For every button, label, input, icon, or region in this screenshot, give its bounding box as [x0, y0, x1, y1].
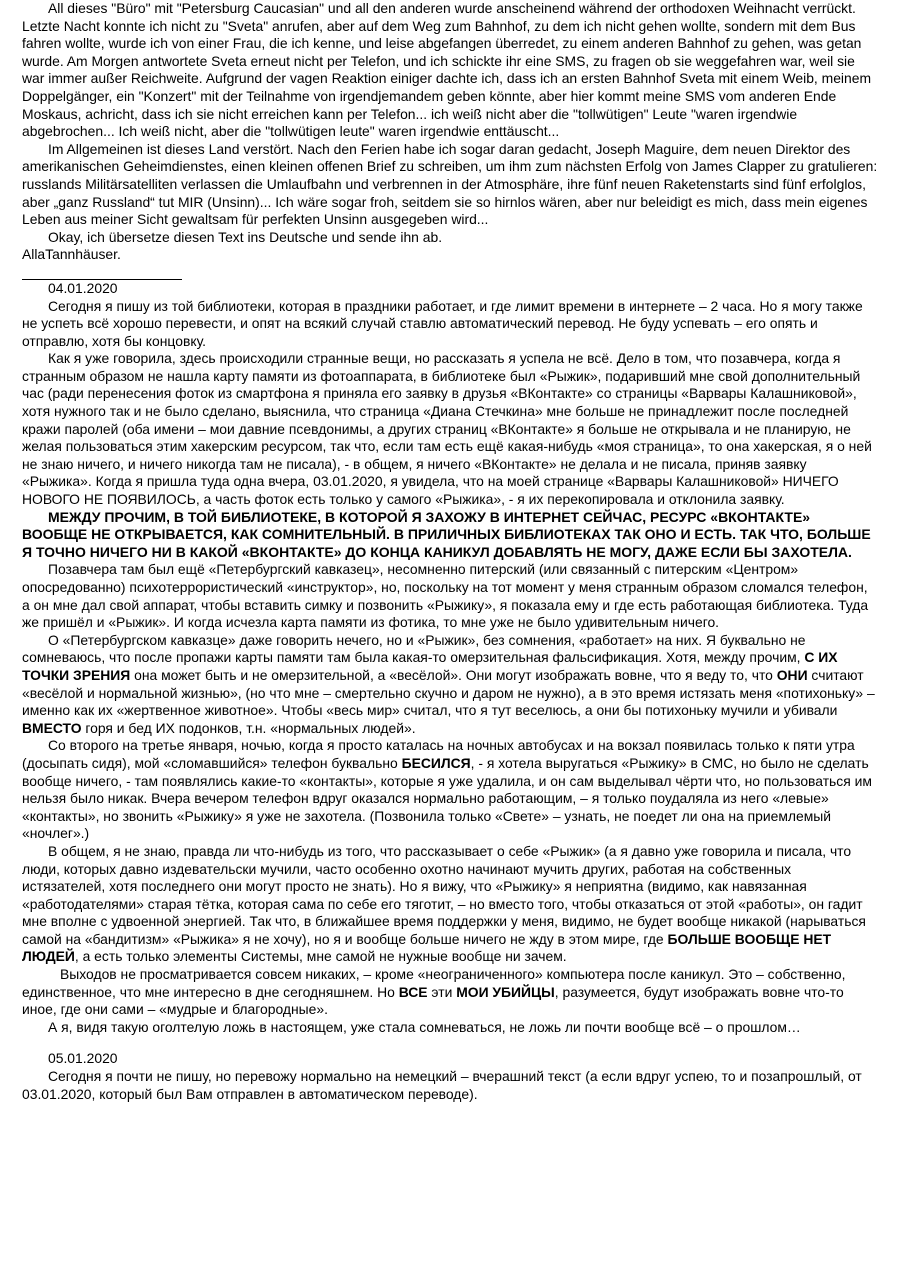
bold-run: ВМЕСТО	[22, 719, 82, 736]
text-run: Выходов не просматривается совсем никаких, – кроме «неограниченного» компьютера после каникул. Это – собственно, единственное, что мне интересно в дне сегодняшнем. Но	[22, 966, 846, 1000]
bold-run: ВСЕ	[398, 983, 428, 1000]
entry1-paragraph-2: Как я уже говорила, здесь происходили странные вещи, но рассказать я успела не всё. Дело в том, что позавчера, когда я странным образом не нашла карту памяти из фотоаппарата, в библиотеке был «Рыжик», подаривший мне свой дополнительный час (ради перенесения фоток из смартфона я приняла его заявку в друзья «ВКонтакте» со страницы «Варвары Калашниковой», хотя нужного так и не было сделано, выяснила, что страница «Диана Стечкина» мне больше не принадлежит после последней кражи паролей (оба имени – мои давние псевдонимы, а других страниц «ВКонтакте» я больше не открывала и не планирую, не желая пользоваться этим хакерским ресурсом, так что, если там есть ещё какая-нибудь «моя страница», то она хакерская, я о ней не знаю ничего, и ничего никогда там не писала), - в общем, я ничего «ВКонтакте» не делала и не писала, приняв заявку «Рыжика». Когда я пришла туда одна вчера, 03.01.2020, я увидела, что на моей странице «Варвары Калашниковой» НИЧЕГО НОВОГО НЕ ПОЯВИЛОСЬ, а часть фоток есть только у самого «Рыжика», - я их перекопировала и отклонила заявку.	[22, 350, 872, 508]
text-run: эти	[427, 983, 457, 1000]
entry1-paragraph-7	[22, 843, 878, 966]
text-run: , а есть только элементы Системы, мне самой не нужные вообще ни зачем.	[74, 948, 567, 965]
bold-run: БОЛЬШЕ ВООБЩЕ НЕТ ЛЮДЕЙ	[22, 930, 832, 965]
entry1-paragraph-8	[22, 966, 878, 1019]
paragraph-german-3: Okay, ich übersetze diesen Text ins Deutsche und sende ihn ab.	[48, 228, 443, 245]
entry1-paragraph-3-emphasis: МЕЖДУ ПРОЧИМ, В ТОЙ БИБЛИОТЕКЕ, В КОТОРОЙ Я ЗАХОЖУ В ИНТЕРНЕТ СЕЙЧАС, РЕСУРС «ВКОНТАКТЕ» ВООБЩЕ НЕ ОТКРЫВАЕТСЯ, КАК СОМНИТЕЛЬНЫЙ. В ПРИЛИЧНЫХ БИБЛИОТЕКАХ ТАК ОНО И ЕСТЬ. ТАК ЧТО, БОЛЬШЕ Я ТОЧНО НИЧЕГО НИ В КАКОЙ «ВКОНТАКТЕ» ДО КОНЦА КАНИКУЛ ДОБАВЛЯТЬ НЕ МОГУ, ДАЖЕ ЕСЛИ БЫ ЗАХОТЕЛА.	[22, 508, 871, 560]
entry-date-1: 04.01.2020	[48, 279, 118, 296]
bold-run: С ИХ ТОЧКИ ЗРЕНИЯ	[22, 649, 838, 683]
text-run: Со второго на третье января, ночью, когда я просто каталась на ночных автобусах и на вокзал появилась только к пяти утра (досыпать сидя), мой «сломавшийся» телефон буквально	[22, 737, 855, 771]
bold-run: БЕСИЛСЯ	[401, 754, 471, 771]
bold-run: МОИ УБИЙЦЫ	[456, 983, 555, 1000]
entry1-paragraph-9: А я, видя такую оголтелую ложь в настоящем, уже стала сомневаться, не ложь ли почти вообще всё – о прошлом…	[48, 1018, 801, 1035]
entry1-paragraph-1: Сегодня я пишу из той библиотеки, которая в праздники работает, и где лимит времени в интернете – 2 часа. Но я могу также не успеть всё хорошо перевести, и опят на всякий случай ставлю автоматический перевод. Не буду успевать – его опять и отправлю, хотя бы концовку.	[22, 297, 863, 349]
text-run: О «Петербургском кавказце» даже говорить нечего, но и «Рыжик», без сомнения, «работает» на них. Я буквально не сомневаюсь, что после пропажи карты памяти там была какая-то омерзительная фальсификация. Хотя, между прочим,	[22, 631, 806, 666]
entry1-paragraph-6	[22, 737, 878, 843]
paragraph-german-1: All dieses "Büro" mit "Petersburg Caucasian" und all den anderen wurde anscheinend während der orthodoxen Weihnacht verrückt. Letzte Nacht konnte ich nicht zu "Sveta" anrufen, aber auf dem Weg zum Bahnhof, zu dem ich nicht gehen wollte, sondern mit dem Bus fahren wollte, wurde ich von einer Frau, die ich kenne, und leise abgefangen überredet, zu einem anderen Bahnhof zu gehen, was getan wurde. Am Morgen antwortete Sveta erneut nicht per Telefon, und ich schickte ihr eine SMS, zu fragen ob sie weggefahren war, weil sie war immer außer Reichweite. Aufgrund der vagen Reaktion einiger dachte ich, dass ich an ersten Bahnhof Sveta mit einem Weib, meinem Doppelgänger, ein "Konzert" mit der Teilnahme von irgendjemandem geben könnte, aber hier kommt meine SMS vom anderen Ende Moskaus, achricht, dass ich sie nicht erreichen kann per Telefon... ich weiß nicht aber die "tollwütigen" Leute "waren irgendwie abgebrochen... Ich weiß nicht, aber die "tollwütigen leute" waren irgendwie enttäuscht...	[22, 0, 872, 140]
text-run: горя и бед ИХ подонков, т.н. «нормальных людей».	[81, 719, 416, 736]
text-run: она может быть и не омерзительной, а «весёлой». Они могут изображать вовне, что я веду то, что	[130, 666, 777, 683]
text-run: В общем, я не знаю, правда ли что-нибудь из того, что рассказывает о себе «Рыжик» (а я давно уже говорила и писала, что люди, которых давно издевательски мучили, часто особенно охотно начинают мучить других, работая на собственных истязателей, хотя последнего они могут просто не знать). Но я вижу, что «Рыжику» я неприятна (видимо, как навязанная «работодателями» старая тётка, которая сама по себе его тяготит, – но вместо того, чтобы отказаться от этой «работы», он гадит мне вполне с удвоенной энергией. Так что, в ближайшее время поддержки у меня, видимо, не будет вообще никакой (нарываться самой на «бандитизм» «Рыжика» я не хочу), но я и вообще больше ничего не жду в этом мире, где	[22, 842, 866, 947]
text-run: считают «весёлой и нормальной жизнью», (но что мне – смертельно скучно и даром не нужно), а в это время истязать меня «потихоньку» – именно как их «жертвенное животное». Чтобы «весь мир» считал, что я тут веселюсь, а они бы потихоньку мучили и убивали	[22, 666, 875, 719]
entry1-paragraph-5	[22, 632, 878, 738]
entry1-paragraph-4: Позавчера там был ещё «Петербургский кавказец», несомненно питерский (или связанный с питерским «Центром» опосредованно) психотеррористический «инструктор», но, поскольку на тот момент у меня странным образом сломался телефон, а он мне дал свой аппарат, чтобы вставить симку и позвонить «Рыжику», я показала ему и где есть работающая библиотека. Туда же пришёл и «Рыжик». И когда исчезла карта памяти из фотика, то мне уже не было удивительным ничего.	[22, 561, 869, 631]
entry-date-2: 05.01.2020	[48, 1050, 118, 1067]
paragraph-german-2: Im Allgemeinen ist dieses Land verstört. Nach den Ferien habe ich sogar daran gedacht, Joseph Maguire, dem neuen Direktor des amerikanischen Geheimdienstes, einen kleinen offenen Brief zu schreiben, um ihm zum nächsten Erfolg von James Clapper zu gratulieren: russlands Militärsatelliten verlassen die Umlaufbahn und verbrennen in der Atmosphäre, ihre fünf neuen Raketenstarts sind fünf erfolglos, aber „ganz Russland“ tut MIR (Unsinn)... Ich wäre sogar froh, seitdem sie so hirnlos wären, aber nur beleidigt es mich, dass mein eigenes Leben aus meiner Sicht gewaltsam für perfekten Unsinn ausgegeben wird...	[22, 140, 878, 228]
document-body	[22, 0, 878, 1103]
text-run: , - я хотела выругаться «Рыжику» в СМС, но было не сделать вообще ничего, - там появлялись какие-то «контакты», которые я уже удалила, и он сам выделывал чёрти что, но пользоваться им нельзя было никак. Вчера вечером телефон вдруг оказался нормально работающим, – я только поудаляла из него «левые» «контакты», но звонить «Рыжику» я уже не захотела. (Позвонила только «Свете» – узнать, не поедет ли она на приемлемый «ночлег».)	[22, 754, 872, 842]
signature: AllaTannhäuser.	[22, 246, 121, 263]
bold-run: ОНИ	[776, 666, 808, 683]
text-run: , разумеется, будут изображать вовне что-то иное, где они сами – «мудрые и благородные».	[22, 983, 844, 1018]
entry2-paragraph-1: Сегодня я почти не пишу, но перевожу нормально на немецкий – вчерашний текст (а если вдруг успею, то и позапрошлый, от 03.01.2020, который был Вам отправлен в автоматическом переводе).	[22, 1068, 862, 1102]
